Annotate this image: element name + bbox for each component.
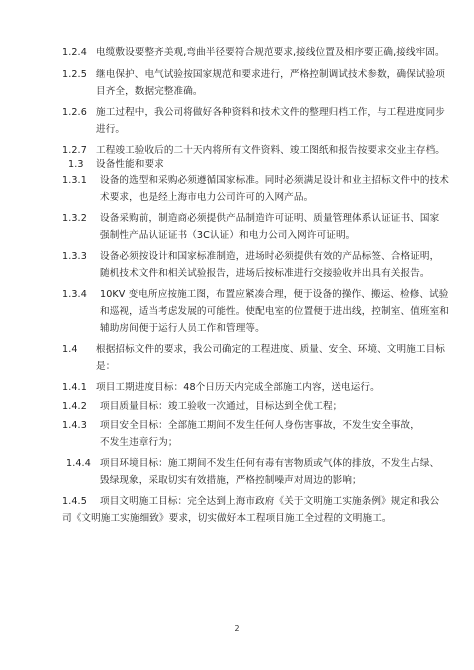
- item-text: 项目工期进度目标：48个日历天内完成全部施工内容，送电运行。: [96, 382, 380, 393]
- item-text: 10KV 变电所应按施工图，布置应紧凑合理，便于设备的操作、搬运、检修、试验: [100, 289, 449, 300]
- section-heading: 设备性能和要求: [96, 159, 164, 170]
- item-text: 术要求，也是经上海市电力公司许可的入网产品。: [100, 192, 314, 203]
- item-text: 项目环境目标：施工期间不发生任何有毒有害物质或气体的排放，不发生占绿、: [100, 458, 440, 469]
- item-text: 是：: [96, 361, 116, 372]
- item-text: 项目文明施工目标：完全达到上海市政府《关于文明施工实施条例》规定和我公: [100, 496, 440, 507]
- item-text: 强制性产品认证证书（3C认证）和电力公司入网许可证明。: [100, 230, 356, 241]
- item-text: 设备采购前，制造商必须提供产品制造许可证明、质量管理体系认证证书、国家: [100, 213, 440, 224]
- item-text: 辅助房间便于运行人员工作和管理等。: [100, 323, 265, 334]
- item-text: 司《文明施工实施细致》要求，切实做好本工程项目施工全过程的文明施工。: [62, 513, 392, 524]
- item-number: 1.3.3: [62, 251, 87, 262]
- item-number: 1.3.1: [62, 175, 87, 186]
- item-number: 1.3.2: [62, 213, 87, 224]
- item-text: 施工过程中，我公司将做好各种资料和技术文件的整理归档工作，与工程进度同步: [96, 107, 445, 118]
- item-text: 和巡视，适当考虑发展的可能性。使配电室的位置便于进出线，控制室、值班室和: [100, 306, 449, 317]
- item-text: 不发生违章行为；: [100, 437, 178, 448]
- item-number: 1.4.1: [62, 382, 87, 393]
- item-number: 1.4.3: [62, 420, 87, 431]
- item-text: 毁绿现象，采取切实有效措施，严格控制噪声对周边的影响；: [100, 475, 362, 486]
- item-number: 1.2.6: [62, 107, 87, 118]
- item-text: 设备必须按设计和国家标准制造，进场时必须提供有效的产品标签、合格证明，: [100, 251, 440, 262]
- item-number: 1.2.4: [62, 47, 87, 58]
- item-text: 项目质量目标：竣工验收一次通过，目标达到全优工程；: [100, 401, 343, 412]
- item-number: 1.3: [68, 159, 84, 170]
- item-number: 1.2.5: [62, 69, 87, 80]
- item-text: 目齐全，数据完整准确。: [96, 86, 203, 97]
- item-text: 随机技术文件和相关试验报告，进场后按标准进行交接验收并出具有关报告。: [100, 268, 430, 279]
- item-number: 1.3.4: [62, 289, 87, 300]
- item-text: 电缆敷设要整齐美观,弯曲半径要符合规范要求,接线位置及相序要正确,接线牢固。: [96, 47, 445, 58]
- item-number: 1.4: [62, 344, 78, 355]
- item-text: 工程竣工验收后的二十天内将所有文件资料、竣工图纸和报告按要求交业主存档。: [96, 145, 445, 156]
- item-text: 根据招标文件的要求，我公司确定的工程进度、质量、安全、环境、文明施工目标: [96, 344, 445, 355]
- item-number: 1.4.4: [66, 458, 91, 469]
- item-text: 设备的选型和采购必须遵循国家标准。同时必须满足设计和业主招标文件中的技术: [100, 175, 449, 186]
- item-number: 1.4.5: [62, 496, 87, 507]
- item-number: 1.2.7: [62, 145, 87, 156]
- item-number: 1.4.2: [62, 401, 87, 412]
- page-number: 2: [234, 624, 240, 633]
- item-text: 继电保护、电气试验按国家规范和要求进行，严格控制调试技术参数，确保试验项: [96, 69, 445, 80]
- item-text: 进行。: [96, 124, 126, 135]
- item-text: 项目安全目标：全部施工期间不发生任何人身伤害事故，不发生安全事故，: [100, 420, 420, 431]
